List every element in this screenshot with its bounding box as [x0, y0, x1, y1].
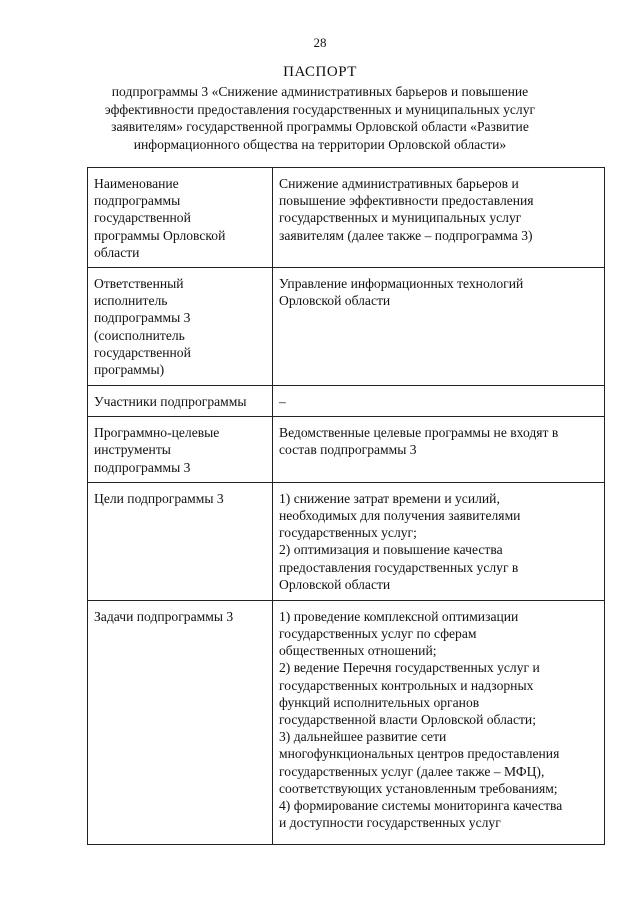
row-label-text: Ответственный исполнитель подпрограммы 3 (соисполнитель государственной программы)	[94, 276, 191, 378]
row-label-text: Наименование подпрограммы государственной программы Орловской области	[94, 176, 226, 260]
table-row	[88, 386, 605, 417]
row-label	[88, 168, 273, 268]
row-label	[88, 600, 273, 844]
row-label	[88, 417, 273, 483]
table-row	[88, 268, 605, 386]
page-number: 28	[313, 35, 327, 50]
row-label-text: Участники подпрограммы	[94, 394, 247, 410]
row-value	[273, 168, 605, 268]
row-label-text: Задачи подпрограммы 3	[94, 608, 234, 624]
row-value	[273, 386, 605, 417]
row-label-text: Программно-целевые инструменты подпрограммы 3	[94, 425, 220, 475]
row-label	[88, 386, 273, 417]
row-value	[273, 268, 605, 386]
table-row	[88, 482, 605, 600]
row-value	[273, 482, 605, 600]
row-value-text: –	[279, 394, 286, 410]
row-value-text: Снижение административных барьеров и повышение эффективности предоставления государственных и муниципальных услуг заявителям (далее также – подпрограмма 3)	[279, 176, 534, 243]
row-label	[88, 482, 273, 600]
document-title: ПАСПОРТ	[283, 64, 357, 80]
passport-table	[87, 167, 605, 845]
row-label-text: Цели подпрограммы 3	[94, 490, 224, 506]
row-label	[88, 268, 273, 386]
table-row	[88, 417, 605, 483]
row-value	[273, 417, 605, 483]
row-value-text: 1) проведение комплексной оптимизации государственных услуг по сферам общественных отношений; 2) ведение Перечня государственных услуг и государственных контрольных и надзорных функций исполнительных органов государственной власти Орловской области; 3) дальнейшее развитие сети многофункциональных центров предоставления государственных услуг (далее также – МФЦ), соответствующих установленным требованиям; 4) формирование системы мониторинга качества и доступности государственных услуг	[279, 608, 563, 831]
row-value-text: 1) снижение затрат времени и усилий, необходимых для получения заявителями государственных услуг; 2) оптимизация и повышение качества предоставления государственных услуг в Орловской области	[279, 490, 521, 592]
row-value-text: Ведомственные целевые программы не входят в состав подпрограммы 3	[279, 425, 559, 458]
row-value-text: Управление информационных технологий Орловской области	[279, 276, 524, 309]
document-subtitle: подпрограммы 3 «Снижение административных барьеров и повышение эффективности предоставления государственных и муниципальных услуг заявителям» государственной программы Орловской области «Развитие информационного общества на территории Орловской области»	[104, 84, 536, 152]
table-row	[88, 168, 605, 268]
table-row	[88, 600, 605, 844]
row-value	[273, 600, 605, 844]
